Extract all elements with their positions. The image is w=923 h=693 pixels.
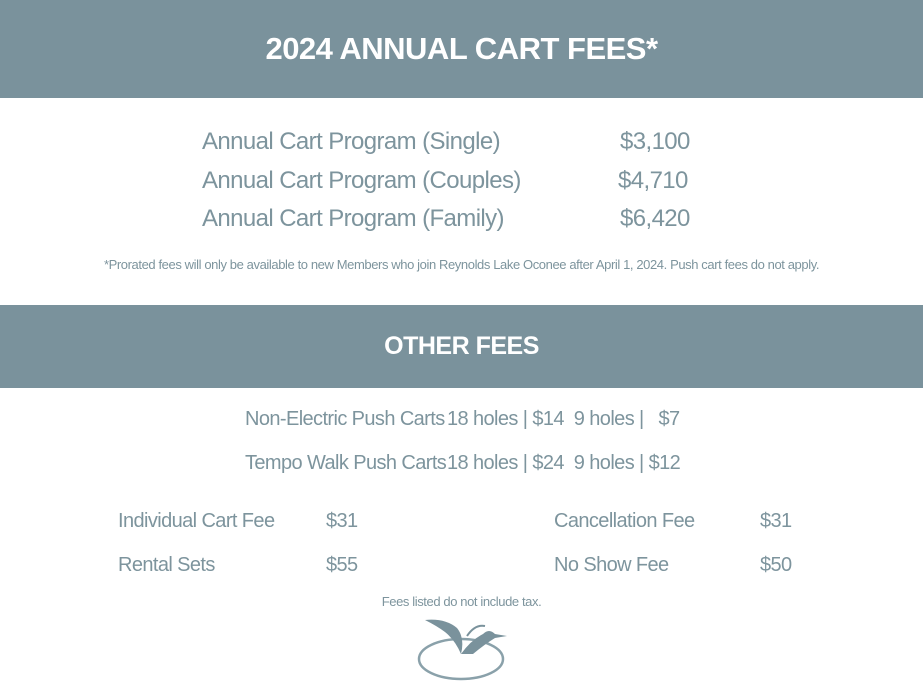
push-nonelectric-detail: 18 holes | $14 9 holes | $7: [447, 408, 680, 430]
other-fees-title: OTHER FEES: [384, 332, 539, 360]
page-title: 2024 ANNUAL CART FEES*: [265, 31, 658, 66]
footnote: *Prorated fees will only be available to new Members who join Reynolds Lake Oconee after April 1, 2024. Push cart fees do not apply.: [103, 257, 820, 272]
annual-couples-label: Annual Cart Program (Couples): [202, 167, 521, 194]
push-nonelectric-label: Non-Electric Push Carts: [245, 408, 445, 430]
fee-label: Rental Sets: [118, 554, 215, 576]
annual-single-price: $3,100: [620, 128, 690, 155]
fee-label: No Show Fee: [554, 554, 669, 576]
push-tempo-label: Tempo Walk Push Carts: [245, 452, 447, 474]
title-banner: [0, 0, 923, 98]
bird-logo-icon: [415, 614, 510, 684]
annual-family-price: $6,420: [620, 205, 690, 232]
fee-label: Individual Cart Fee: [118, 510, 275, 532]
fee-price: $31: [326, 510, 358, 532]
annual-family-label: Annual Cart Program (Family): [202, 205, 504, 232]
fee-price: $31: [760, 510, 792, 532]
other-fees-banner: [0, 305, 923, 388]
push-tempo-detail: 18 holes | $24 9 holes | $12: [447, 452, 681, 474]
fee-label: Cancellation Fee: [554, 510, 695, 532]
annual-single-label: Annual Cart Program (Single): [202, 128, 501, 155]
fee-price: $55: [326, 554, 358, 576]
annual-couples-price: $4,710: [618, 167, 688, 194]
fee-price: $50: [760, 554, 792, 576]
tax-note: Fees listed do not include tax.: [381, 594, 542, 609]
